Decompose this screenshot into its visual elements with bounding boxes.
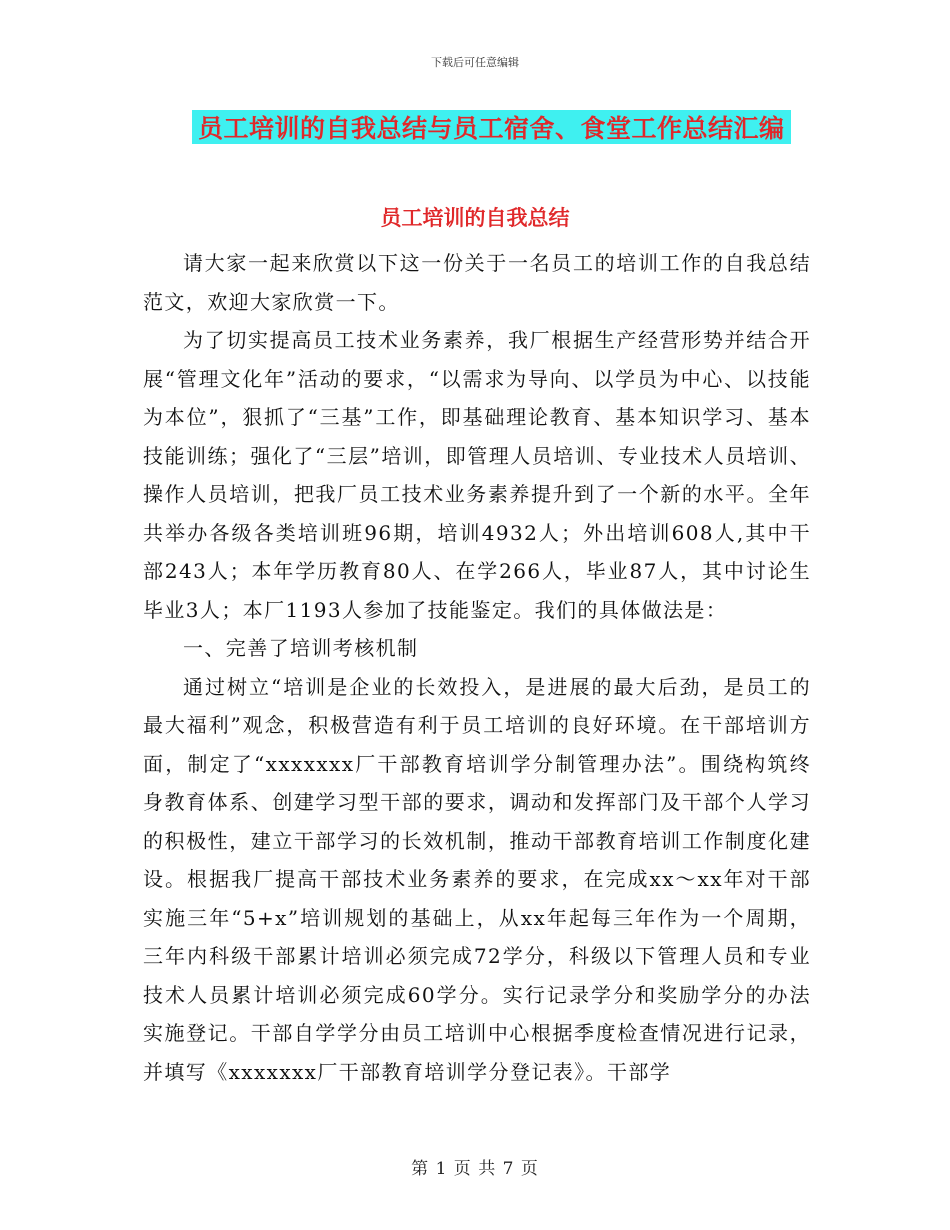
paragraph: 为了切实提高员工技术业务素养，我厂根据生产经营形势并结合开展“管理文化年”活动的要求，“以需求为导向、以学员为中心、以技能为本位”，狠抓了“三基”工作，即基础理论教育、基本知识学习、基本技能训练；强化了“三层”培训，即管理人员培训、专业技术人员培训、操作人员培训，把我厂员工技术业务素养提升到了一个新的水平。全年共举办各级各类培训班96期，培训4932人；外出培训608人,其中干部243人；本年学历教育80人、在学266人，毕业87人，其中讨论生毕业3人；本厂1193人参加了技能鉴定。我们的具体做法是： <box>143 328 811 622</box>
paragraph: 通过树立“培训是企业的长效投入，是进展的最大后劲，是员工的最大福利”观念，积极营造有利于员工培训的良好环境。在干部培训方面，制定了“xxxxxxx厂干部教育培训学分制管理办法”。围绕构筑终身教育体系、创建学习型干部的要求，调动和发挥部门及干部个人学习的积极性，建立干部学习的长效机制，推动干部教育培训工作制度化建设。根据我厂提高干部技术业务素养的要求，在完成xx～xx年对干部实施三年“5+x”培训规划的基础上，从xx年起每三年作为一个周期，三年内科级干部累计培训必须完成72学分，科级以下管理人员和专业技术人员累计培训必须完成60学分。实行记录学分和奖励学分的办法实施登记。干部自学学分由员工培训中心根据季度检查情况进行记录，并填写《xxxxxxx厂干部教育培训学分登记表》。干部学 <box>143 674 811 1084</box>
header-note: 下载后可任意编辑 <box>431 56 519 69</box>
document-body <box>143 244 811 1091</box>
section-title: 员工培训的自我总结 <box>380 206 570 230</box>
page-footer: 第 1 页 共 7 页 <box>411 1159 539 1179</box>
paragraph-heading: 一、完善了培训考核机制 <box>183 636 419 660</box>
main-title-highlight <box>192 110 791 144</box>
main-title: 员工培训的自我总结与员工宿舍、食堂工作总结汇编 <box>198 114 785 143</box>
paragraph: 请大家一起来欣赏以下这一份关于一名员工的培训工作的自我总结范文，欢迎大家欣赏一下。 <box>143 251 811 314</box>
